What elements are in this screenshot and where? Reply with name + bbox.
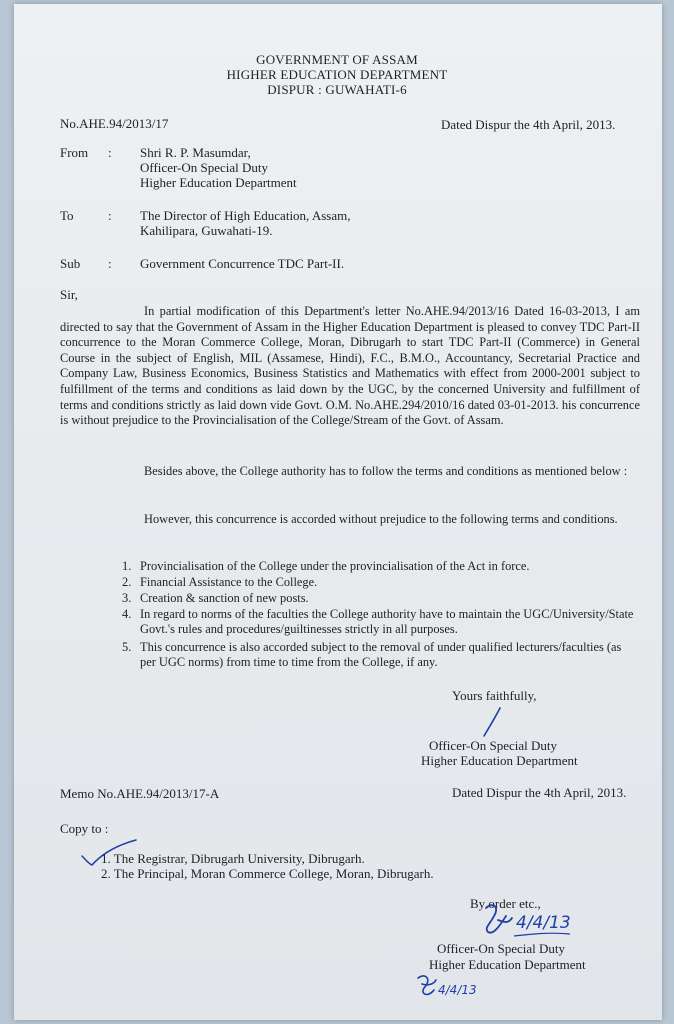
condition-number: 3.: [122, 591, 132, 605]
to-label: To: [60, 208, 74, 223]
header-line-2: HIGHER EDUCATION DEPARTMENT: [226, 67, 448, 82]
to-colon: :: [108, 208, 112, 223]
condition-number: 4.: [122, 607, 132, 621]
body-paragraph-1: In partial modification of this Department's letter No.AHE.94/2013/16 Dated 16-03-2013, I am directed to say that the Government of Assam in the Higher Education Department is pleased to convey TDC Part-II concurrence to the Moran Commerce College, Moran, Dibrugarh to start TDC Part-II (Commerce) in General Course in the subject of English, MIL (Assamese, Hindi), F.C., B.M.O., Accountancy, Secretarial Practice and Company Law, Business Economics, Business Statistics and Mathematics with effect from 2000-2001 subject to fulfillment of the terms and conditions as laid down by the UGC, by the concerned University and fulfillment of terms and conditions strictly as laid down vide Govt. O.M. No.AHE.294/2010/16 dated 03-01-2013. his concurrence is without prejudice to the Provincialisation of the College/Stream of the Govt. of Assam.: [60, 304, 640, 428]
header-line-1: GOVERNMENT OF ASSAM: [256, 52, 418, 67]
by-order: By order etc.,: [470, 896, 541, 911]
condition-text: In regard to norms of the faculties the College authority have to maintain the UGC/University/State Govt.'s rules and procedures/guiltinesses strictly in all purposes.: [140, 607, 634, 637]
body-paragraph-2: Besides above, the College authority has to follow the terms and conditions as mentioned below :: [144, 464, 628, 478]
condition-number: 1.: [122, 559, 132, 573]
initials-date: 4/4/13: [438, 983, 477, 997]
reference-date: Dated Dispur the 4th April, 2013.: [441, 117, 616, 132]
order-title-2: Higher Education Department: [429, 957, 586, 972]
copy-to-item-2: 2. The Principal, Moran Commerce College, Moran, Dibrugarh.: [101, 866, 434, 881]
copy-to-item-1: 1. The Registrar, Dibrugarh University, Dibrugarh.: [101, 851, 365, 866]
from-line-1: Shri R. P. Masumdar,: [140, 145, 251, 160]
condition-text: Creation & sanction of new posts.: [140, 591, 309, 605]
condition-text: Financial Assistance to the College.: [140, 575, 318, 589]
memo-date: Dated Dispur the 4th April, 2013.: [452, 785, 627, 800]
handwritten-initials-icon: [412, 970, 492, 1006]
signature-date: 4/4/13: [516, 913, 571, 933]
subject-label: Sub: [60, 256, 81, 271]
handwritten-signature-icon: [478, 898, 578, 946]
condition-item: [122, 591, 660, 606]
from-line-2: Officer-On Special Duty: [140, 160, 269, 175]
subject-text: Government Concurrence TDC Part-II.: [140, 256, 345, 271]
closing-title-2: Higher Education Department: [421, 753, 578, 768]
header-line-3: DISPUR : GUWAHATI-6: [267, 82, 407, 97]
copy-to-label: Copy to :: [60, 821, 109, 836]
condition-text: Provincialisation of the College under the provincialisation of the Act in force.: [140, 559, 530, 573]
yours-faithfully: Yours faithfully,: [452, 688, 537, 703]
condition-number: 2.: [122, 575, 132, 589]
to-line-1: The Director of High Education, Assam,: [140, 208, 351, 223]
from-line-3: Higher Education Department: [140, 175, 297, 190]
condition-text: This concurrence is also accorded subject to the removal of under qualified lecturers/faculties (as per UGC norms) from time to time from the College, if any.: [140, 640, 622, 670]
from-label: From: [60, 145, 89, 160]
condition-item: [122, 640, 640, 670]
condition-item: [122, 559, 660, 574]
order-title-1: Officer-On Special Duty: [437, 941, 566, 956]
from-colon: :: [108, 145, 112, 160]
body-paragraph-3: However, this concurrence is accorded without prejudice to the following terms and conditions.: [144, 512, 618, 526]
closing-title-1: Officer-On Special Duty: [429, 738, 558, 753]
signature-mark-icon: [478, 706, 508, 740]
condition-item: [122, 607, 640, 637]
subject-colon: :: [108, 256, 112, 271]
reference-number: No.AHE.94/2013/17: [60, 116, 169, 131]
to-line-2: Kahilipara, Guwahati-19.: [140, 223, 273, 238]
condition-item: [122, 575, 660, 590]
salutation: Sir,: [60, 287, 78, 302]
memo-number: Memo No.AHE.94/2013/17-A: [60, 786, 220, 801]
condition-number: 5.: [122, 640, 132, 654]
